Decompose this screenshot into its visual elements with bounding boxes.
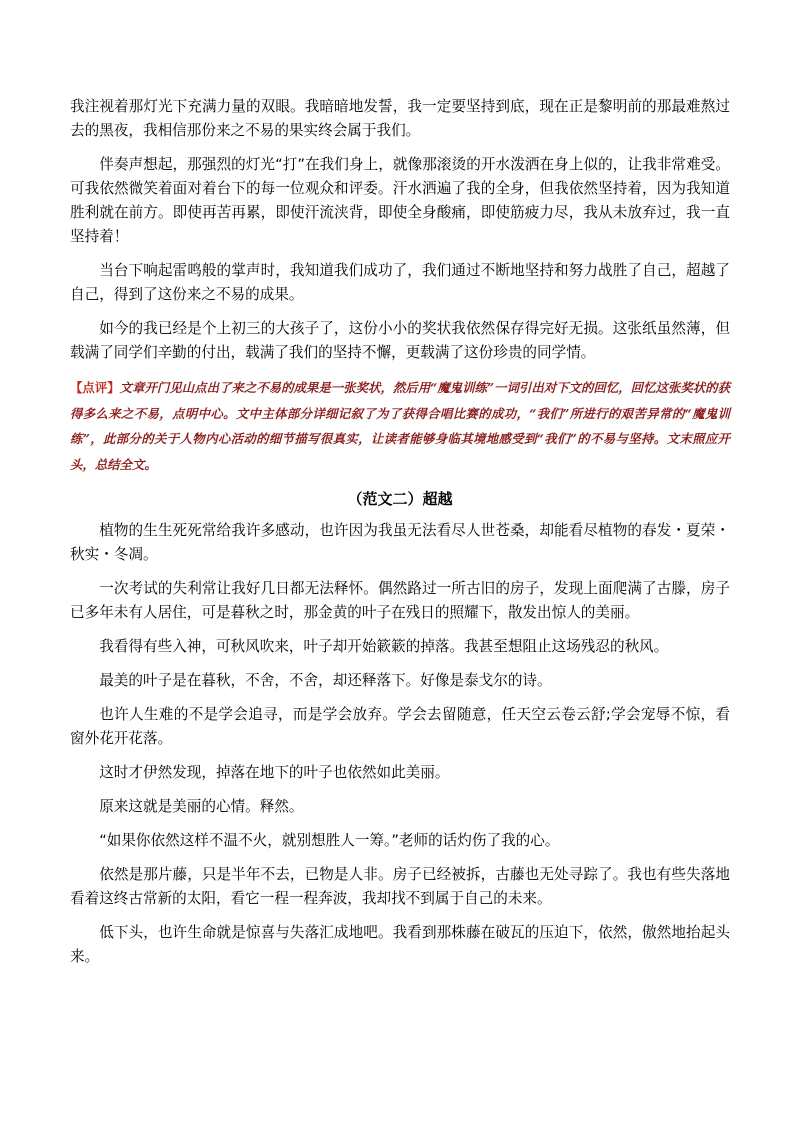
essay-paragraph-10: 低下头，也许生命就是惊喜与失落汇成地吧。我看到那株藤在破瓦的压迫下，依然，傲然地抬起头来。 (70, 924, 730, 965)
paragraph-2: 伴奏声想起，那强烈的灯光“打”在我们身上，就像那滚烫的开水泼洒在身上似的，让我非常难受。可我依然微笑着面对着台下的每一位观众和评委。汗水洒遍了我的全身，但我依然坚持着，因为我知道胜利就在前方。即使再苦再累，即使汗流浃背，即使全身酸痛，即使筋疲力尽，我从未放弃过，我一直坚持着！ (70, 156, 730, 245)
section-title: （范文二）超越 (347, 490, 453, 508)
essay-paragraph-9: 依然是那片藤，只是半年不去，已物是人非。房子已经被拆，古藤也无处寻踪了。我也有些失落地看着这终古常新的太阳，看它一程一程奔波，我却找不到属于自己的未来。 (70, 866, 730, 907)
essay-paragraph-6: 这时才伊然发现，掉落在地下的叶子也依然如此美丽。 (99, 764, 450, 781)
review-comment (70, 375, 730, 477)
essay-paragraph-3: 我看得有些入神，可秋风吹来，叶子却开始簌簌的掉落。我甚至想阻止这场残忍的秋风。 (99, 638, 669, 655)
essay-paragraph-4: 最美的叶子是在暮秋，不舍，不舍，却还释落下。好像是泰戈尔的诗。 (99, 672, 552, 689)
paragraph-4: 如今的我已经是个上初三的大孩子了，这份小小的奖状我依然保存得完好无损。这张纸虽然薄，但载满了同学们辛勤的付出，载满了我们的坚持不懈，更载满了这份珍贵的同学情。 (70, 320, 730, 361)
paragraph-1: 我注视着那灯光下充满力量的双眼。我暗暗地发誓，我一定要坚持到底，现在正是黎明前的那最难熬过去的黑夜，我相信那份来之不易的果实终会属于我们。 (70, 98, 730, 139)
paragraph-3: 当台下响起雷鸣般的掌声时，我知道我们成功了，我们通过不断地坚持和努力战胜了自己，超越了自己，得到了这份来之不易的成果。 (70, 262, 730, 303)
essay-paragraph-2: 一次考试的失利常让我好几日都无法释怀。偶然路过一所古旧的房子，发现上面爬满了古滕，房子已多年未有人居住，可是暮秋之时，那金黄的叶子在残日的照耀下，散发出惊人的美丽。 (70, 580, 730, 621)
review-text: 文章开门见山点出了来之不易的成果是一张奖状，然后用“魔鬼训练”一词引出对下文的回忆，回忆这张奖状的获得多么来之不易，点明中心。文中主体部分详细记叙了为了获得合唱比赛的成功，“我们”所进行的艰苦异常的“魔鬼训练”，此部分的关于人物内心活动的细节描写很真实，让读者能够身临其境地感受到“我们”的不易与坚持。文末照应开头，总结全文。 (70, 380, 730, 472)
review-tag: 【点评】 (70, 380, 120, 395)
essay-paragraph-7: 原来这就是美丽的心情。释然。 (99, 798, 304, 815)
essay-paragraph-1: 植物的生生死死常给我许多感动，也许因为我虽无法看尽人世苍桑，却能看尽植物的春发・夏荣・秋实・冬凋。 (70, 522, 730, 563)
essay-paragraph-8: “如果你依然这样不温不火，就别想胜人一筹。”老师的话灼伤了我的心。 (99, 832, 560, 849)
essay-paragraph-5: 也许人生难的不是学会追寻，而是学会放弃。学会去留随意，任天空云卷云舒;学会宠辱不惊，看窗外花开花落。 (70, 706, 730, 747)
document-page (70, 95, 730, 979)
